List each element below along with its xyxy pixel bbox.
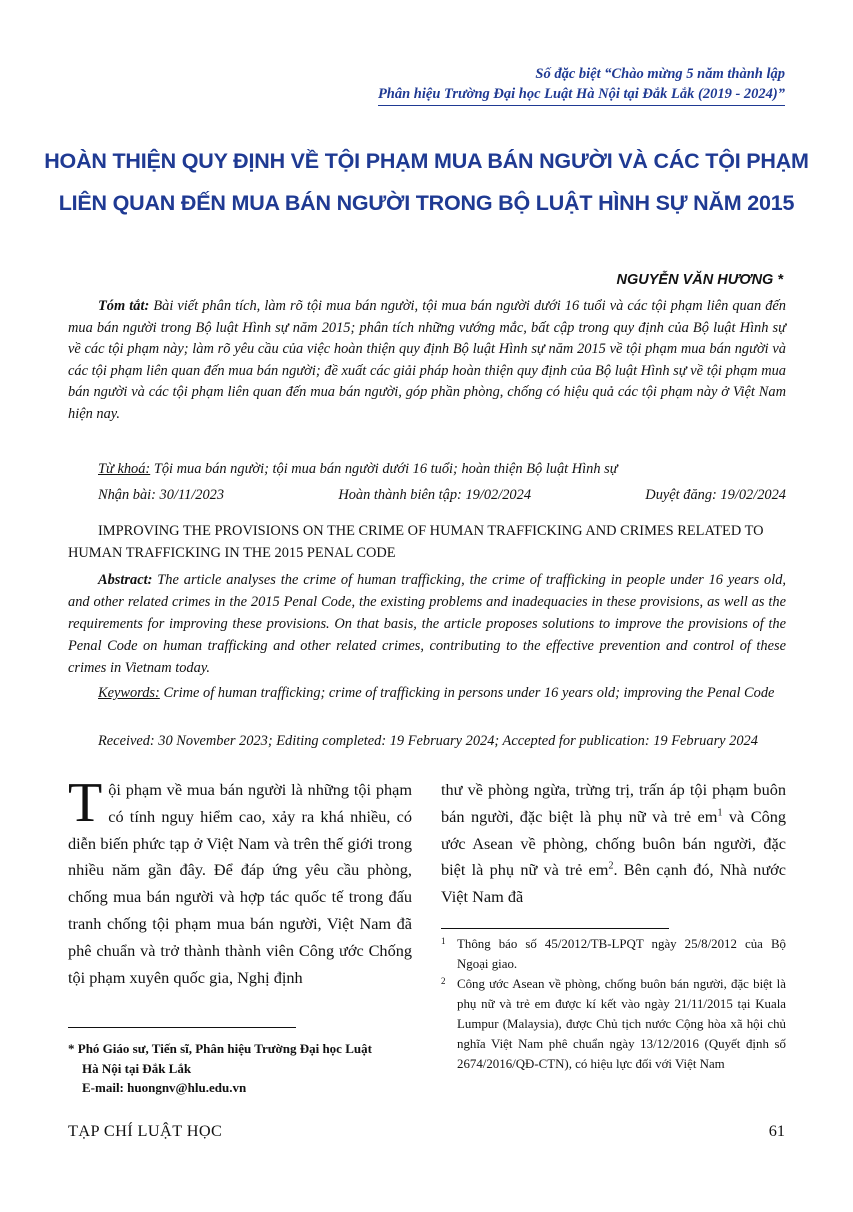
keywords-vn-label: Từ khoá: xyxy=(98,461,151,477)
footnote-1 xyxy=(441,934,786,974)
footnote-2 xyxy=(441,974,786,1074)
keywords-vn xyxy=(98,461,618,478)
body-right-text-3: . Bên cạnh đó, Nhà nước Việt Nam đã xyxy=(441,860,786,907)
edited-date-vn: Hoàn thành biên tập: 19/02/2024 xyxy=(338,487,532,503)
summary-vn xyxy=(68,296,786,425)
title-line2: LIÊN QUAN ĐẾN MUA BÁN NGƯỜI TRONG BỘ LUẬT HÌNH SỰ NĂM 2015 xyxy=(58,191,795,215)
footnote-2-number: 2 xyxy=(441,976,446,986)
keywords-en-label: Keywords: xyxy=(98,685,160,701)
body-column-left xyxy=(68,772,412,991)
author-affiliation xyxy=(68,1039,372,1098)
summary-label: Tóm tắt: xyxy=(98,298,150,314)
dates-vn xyxy=(98,487,786,504)
affiliation-line1: * Phó Giáo sư, Tiến sĩ, Phân hiệu Trường Đại học Luật xyxy=(68,1041,372,1056)
special-issue-line2: Phân hiệu Trường Đại học Luật Hà Nội tại Đắk Lắk (2019 - 2024)” xyxy=(378,84,785,106)
affiliation-email: E-mail: huongnv@hlu.edu.vn xyxy=(82,1080,247,1095)
footnote-ref-2[interactable]: 2 xyxy=(608,860,614,872)
summary-text: Bài viết phân tích, làm rõ tội mua bán người, tội mua bán người dưới 16 tuổi và các tội phạm liên quan đến mua bán người trong Bộ luật Hình sự năm 2015; phân tích những vướng mắc, bất cập trong quy định của Bộ luật Hình sự về các tội phạm này; làm rõ yêu cầu của việc hoàn thiện quy định Bộ luật Hình sự năm 2015 về tội phạm mua bán người và các tội phạm liên quan đến mua bán người; đề xuất các giải pháp hoàn thiện quy định của Bộ luật Hình sự về tội phạm mua bán người và các tội phạm liên quan đến mua bán người, góp phần phòng, chống có hiệu quả các tội phạm này ở Việt Nam hiện nay. xyxy=(68,298,786,422)
keywords-en-text: Crime of human trafficking; crime of trafficking in persons under 16 years old; improving the Penal Code xyxy=(163,685,775,701)
page-number: 61 xyxy=(768,1121,785,1140)
footnote-2-text: Công ước Asean về phòng, chống buôn bán người, đặc biệt là phụ nữ và trẻ em được kí kết vào ngày 21/11/2015 tại Kuala Lumpur (Malaysia), được Chủ tịch nước Cộng hòa xã hội chủ nghĩa Việt Nam phê chuẩn ngày 13/12/2016 (Quyết định số 2674/2016/QĐ-CTN), có hiệu lực đối với Việt Nam xyxy=(457,977,786,1071)
abstract-text: The article analyses the crime of human trafficking, the crime of trafficking in people under 16 years old, and other related crimes in the 2015 Penal Code, the existing problems and inadequacies in these provisions, as well as the requirements for improving these provisions. On that basis, the article proposes solutions to improve the provisions of the Penal Code on human trafficking and other related crimes, contributing to the effective prevention and control of these crimes in Vietnam today. xyxy=(68,572,786,676)
accepted-date-vn: Duyệt đăng: 19/02/2024 xyxy=(645,487,786,503)
received-date-vn: Nhận bài: 30/11/2023 xyxy=(98,487,225,503)
keywords-vn-text: Tội mua bán người; tội mua bán người dưới 16 tuổi; hoàn thiện Bộ luật Hình sự xyxy=(153,461,618,477)
keywords-en xyxy=(68,682,786,704)
body-right-text-2: và Công ước Asean về phòng, chống buôn bán người, đặc biệt là phụ nữ và trẻ em xyxy=(441,806,786,880)
special-issue-line1: Số đặc biệt “Chào mừng 5 năm thành lập xyxy=(535,66,785,82)
title-line1: HOÀN THIỆN QUY ĐỊNH VỀ TỘI PHẠM MUA BÁN NGƯỜI VÀ CÁC TỘI PHẠM xyxy=(44,149,809,173)
affiliation-line2: Hà Nội tại Đắk Lắk xyxy=(82,1060,192,1076)
footnotes xyxy=(441,934,786,1074)
abstract-en xyxy=(68,569,786,679)
body-right-text-1: thư về phòng ngừa, trừng trị, trấn áp tội phạm buôn bán người, đặc biệt là phụ nữ và trẻ em xyxy=(441,780,786,826)
footnote-1-text: Thông báo số 45/2012/TB-LPQT ngày 25/8/2012 của Bộ Ngoại giao. xyxy=(457,937,786,971)
article-title xyxy=(40,140,813,224)
special-issue-header xyxy=(378,64,785,106)
affiliation-rule xyxy=(68,1027,296,1028)
dropcap-letter: T xyxy=(68,772,103,834)
journal-name: TẠP CHÍ LUẬT HỌC xyxy=(68,1121,223,1140)
footnote-1-number: 1 xyxy=(441,936,446,946)
abstract-label: Abstract: xyxy=(98,572,153,588)
english-title: IMPROVING THE PROVISIONS ON THE CRIME OF HUMAN TRAFFICKING AND CRIMES RELATED TO HUMAN TRAFFICKING IN THE 2015 PENAL CODE xyxy=(68,523,764,561)
body-left-text: ội phạm về mua bán người là những tội phạm có tính nguy hiểm cao, xảy ra khá nhiều, có diễn biến phức tạp ở Việt Nam và trên thế giới trong nhiều năm gần đây. Để đáp ứng yêu cầu phòng, chống mua bán người và hợp tác quốc tế trong đấu tranh chống tội phạm mua bán người, Việt Nam đã phê chuẩn và trở thành thành viên Công ước Chống tội phạm xuyên quốc gia, Nghị định xyxy=(68,780,412,987)
body-column-right xyxy=(441,777,786,911)
dates-en: Received: 30 November 2023; Editing completed: 19 February 2024; Accepted for publication: 19 February 2024 xyxy=(98,733,758,749)
footnote-rule xyxy=(441,928,669,929)
author-name: NGUYỄN VĂN HƯƠNG * xyxy=(616,272,783,288)
footnote-ref-1[interactable]: 1 xyxy=(717,807,723,819)
